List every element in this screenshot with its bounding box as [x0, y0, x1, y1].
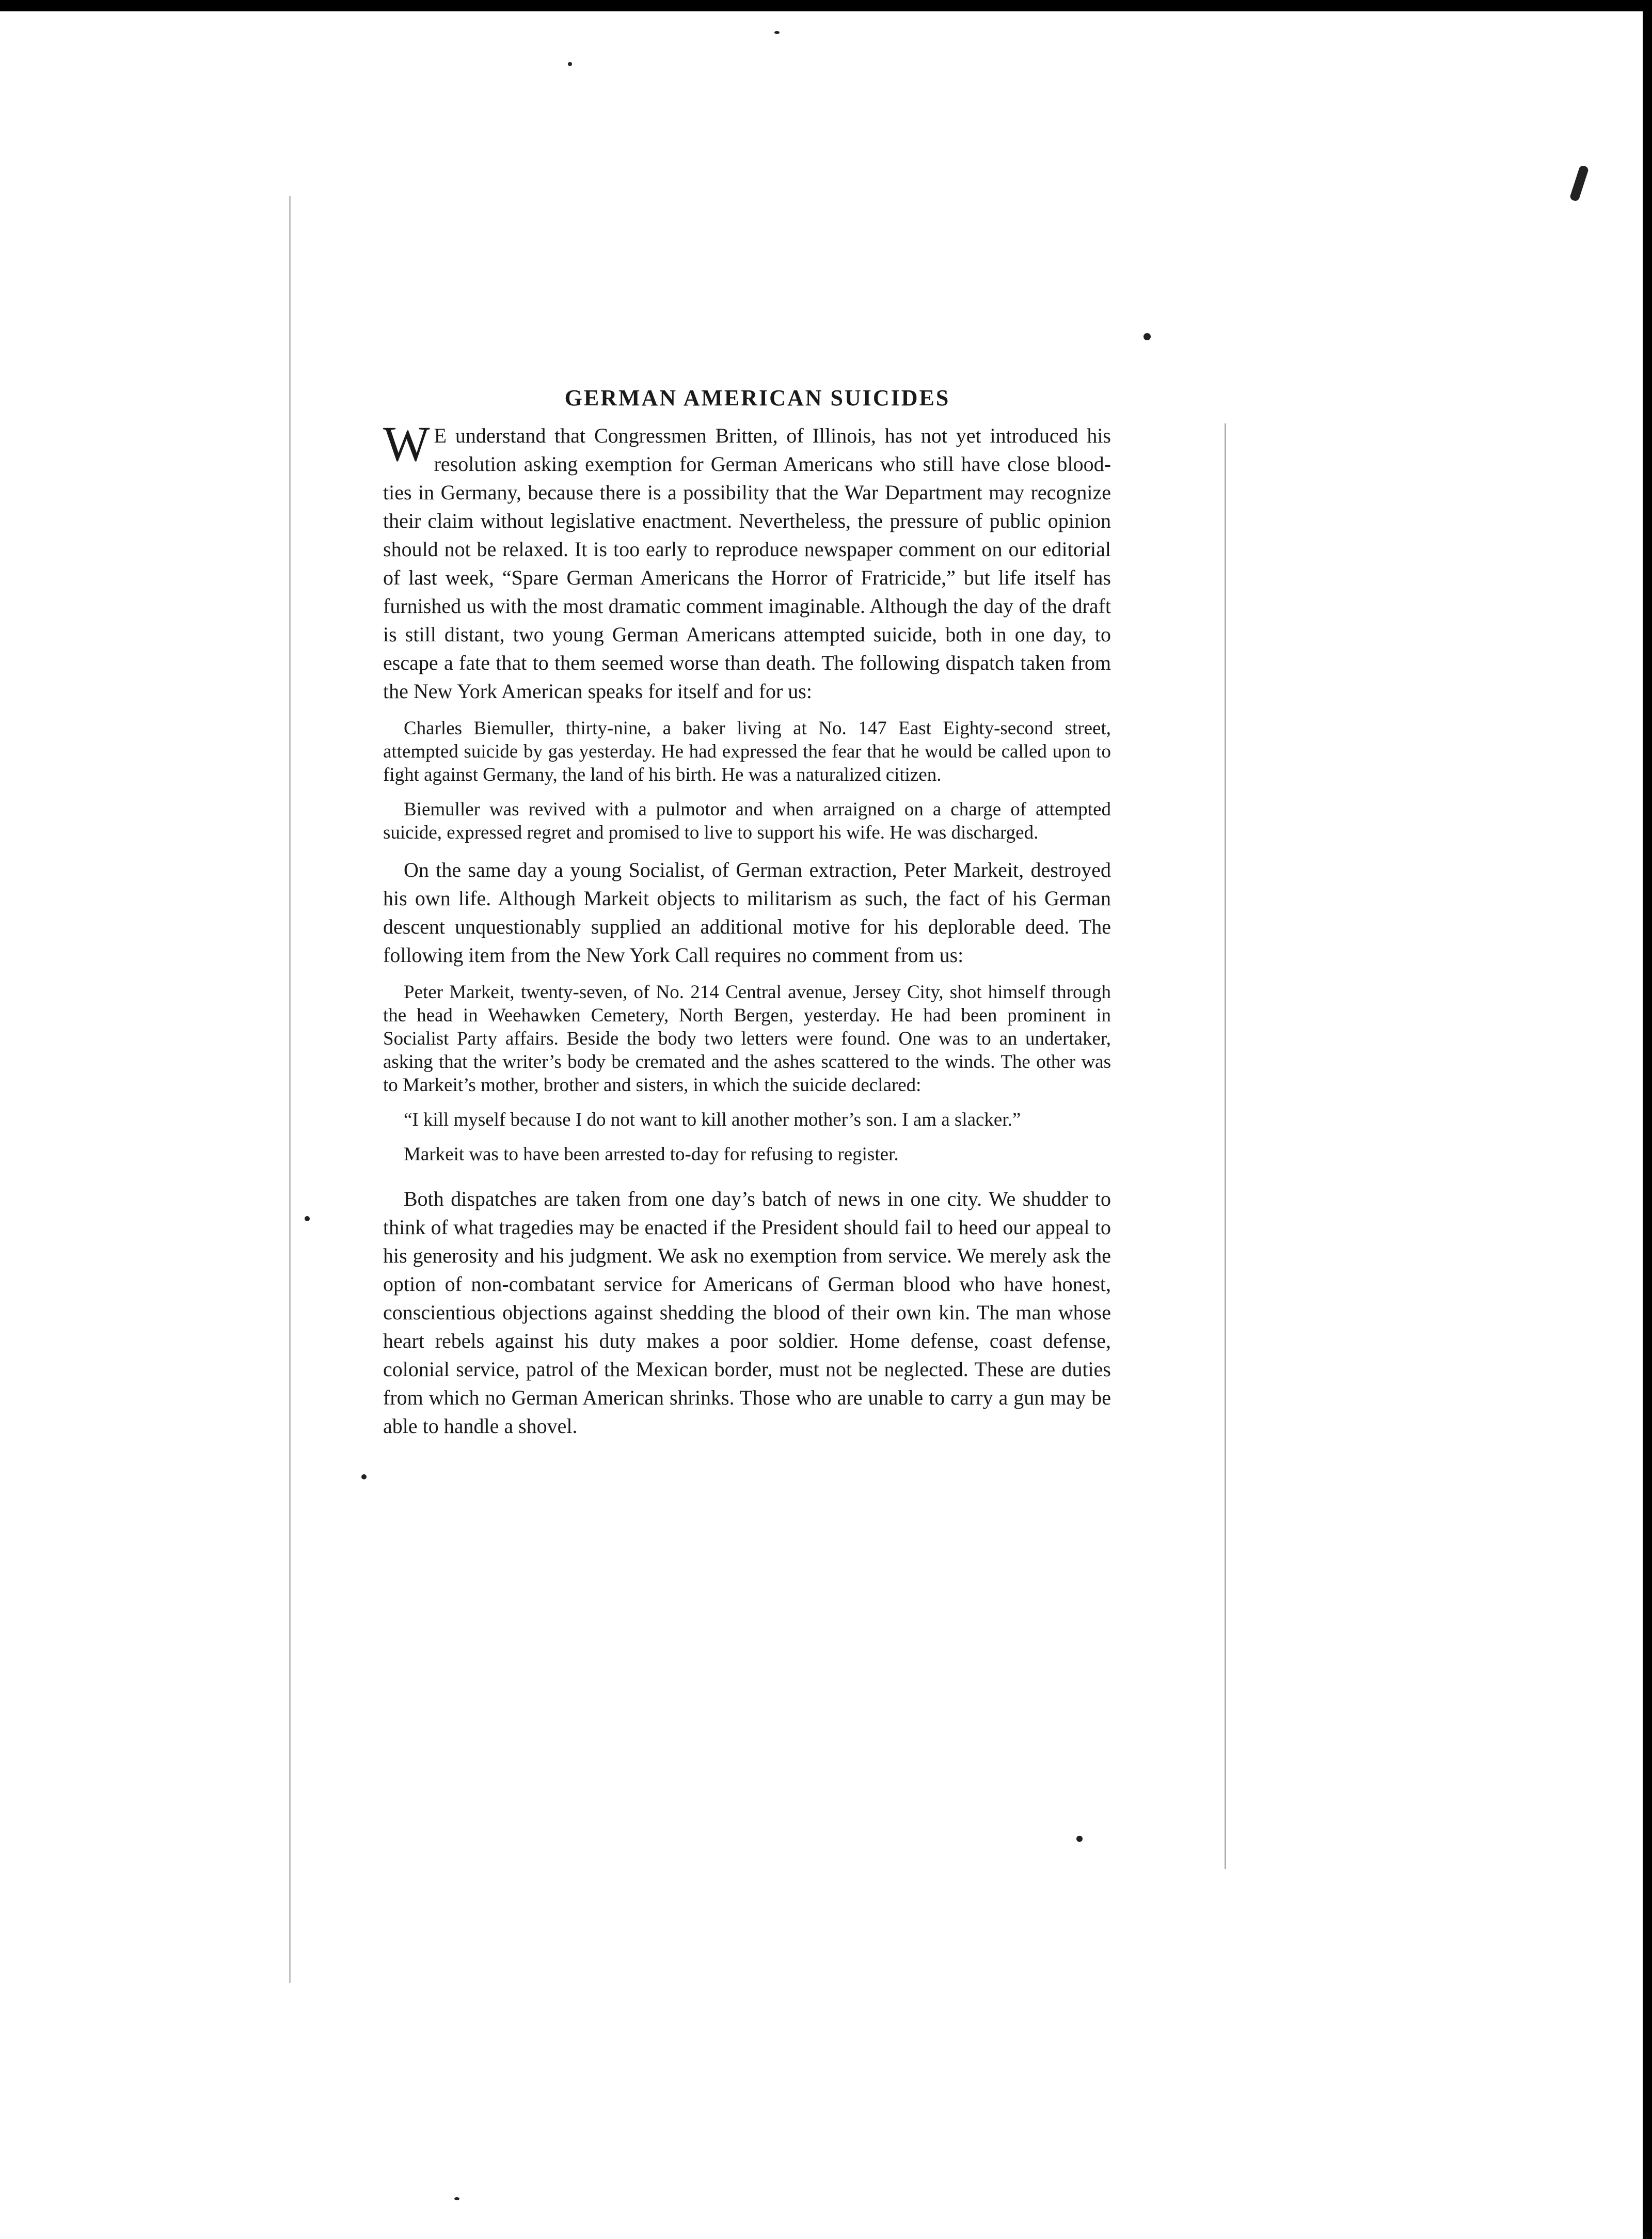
- quote-markeit-2: “I kill myself because I do not want to kill another mother’s son. I am a slacker.”: [404, 1109, 1021, 1130]
- scan-speck: [1569, 165, 1590, 202]
- quote-biemuller-1: Charles Biemuller, thirty-nine, a baker living at No. 147 East Eighty-second street, attempted suicide by gas yesterday. He had expressed the fear that he would be called upon to fight against Germany, the land of his birth. He was a naturalized citizen.: [383, 718, 1111, 785]
- scan-speck: [305, 1216, 310, 1221]
- scan-speck: [1076, 1836, 1083, 1842]
- quote-markeit-1: Peter Markeit, twenty-seven, of No. 214 Central avenue, Jersey City, shot himself through the head in Weehawken Cemetery, North Bergen, yesterday. He had been prominent in Socialist Party affairs. Beside the body two letters were found. One was to an undertaker, asking that the writer’s body be cremated and the ashes scattered to the winds. The other was to Markeit’s mother, brother and sisters, in which the suicide declared:: [383, 982, 1111, 1096]
- article: [383, 385, 1111, 1440]
- scan-speck: [361, 1474, 367, 1479]
- scan-top-border: [0, 0, 1652, 11]
- intro-paragraph: WE understand that Congressmen Britten, of Illinois, has not yet introduced his resolution asking exemption for German Americans who still have close blood-ties in Germany, because there is a possibility that the War Department may recognize their claim without legislative enactment. Nevertheless, the pressure of public opinion should not be relaxed. It is too early to reproduce newspaper comment on our editorial of last week, “Spare German Americans the Horror of Fratricide,” but life itself has furnished us with the most dramatic comment imaginable. Although the day of the draft is still distant, two young German Americans attempted suicide, both in one day, to escape a fate that to them seemed worse than death. The following dispatch taken from the New York American speaks for itself and for us:: [383, 416, 1111, 703]
- scan-speck: [1143, 333, 1151, 340]
- left-margin-line: [289, 196, 291, 1983]
- quote-markeit-3: Markeit was to have been arrested to-day for refusing to register.: [404, 1144, 899, 1165]
- article-title: GERMAN AMERICAN SUICIDES: [564, 385, 950, 411]
- closing-paragraph: Both dispatches are taken from one day’s batch of news in one city. We shudder to think of what tragedies may be enacted if the President should fail to heed our appeal to his generosity and his judgment. We ask no exemption from service. We merely ask the option of non-combatant service for Americans of German blood who have honest, conscientious objections against shedding the blood of their own kin. The man whose heart rebels against his duty makes a poor soldier. Home defense, coast defense, colonial service, patrol of the Mexican border, must not be neglected. These are duties from which no German American shrinks. Those who are unable to carry a gun may be able to handle a shovel.: [383, 1187, 1111, 1438]
- scan-speck: [568, 62, 572, 66]
- markeit-paragraph: On the same day a young Socialist, of German extraction, Peter Markeit, destroyed his own life. Although Markeit objects to militarism as such, the fact of his German descent unquestionably supplied an additional motive for his deplorable deed. The following item from the New York Call requires no comment from us:: [383, 858, 1111, 967]
- scan-speck: [454, 2197, 459, 2200]
- scan-speck: [774, 31, 780, 34]
- right-margin-line: [1225, 423, 1226, 1869]
- quote-biemuller-2: Biemuller was revived with a pulmotor and when arraigned on a charge of attempted suicide, expressed regret and promised to live to support his wife. He was discharged.: [383, 799, 1111, 843]
- scan-right-border: [1643, 0, 1652, 2239]
